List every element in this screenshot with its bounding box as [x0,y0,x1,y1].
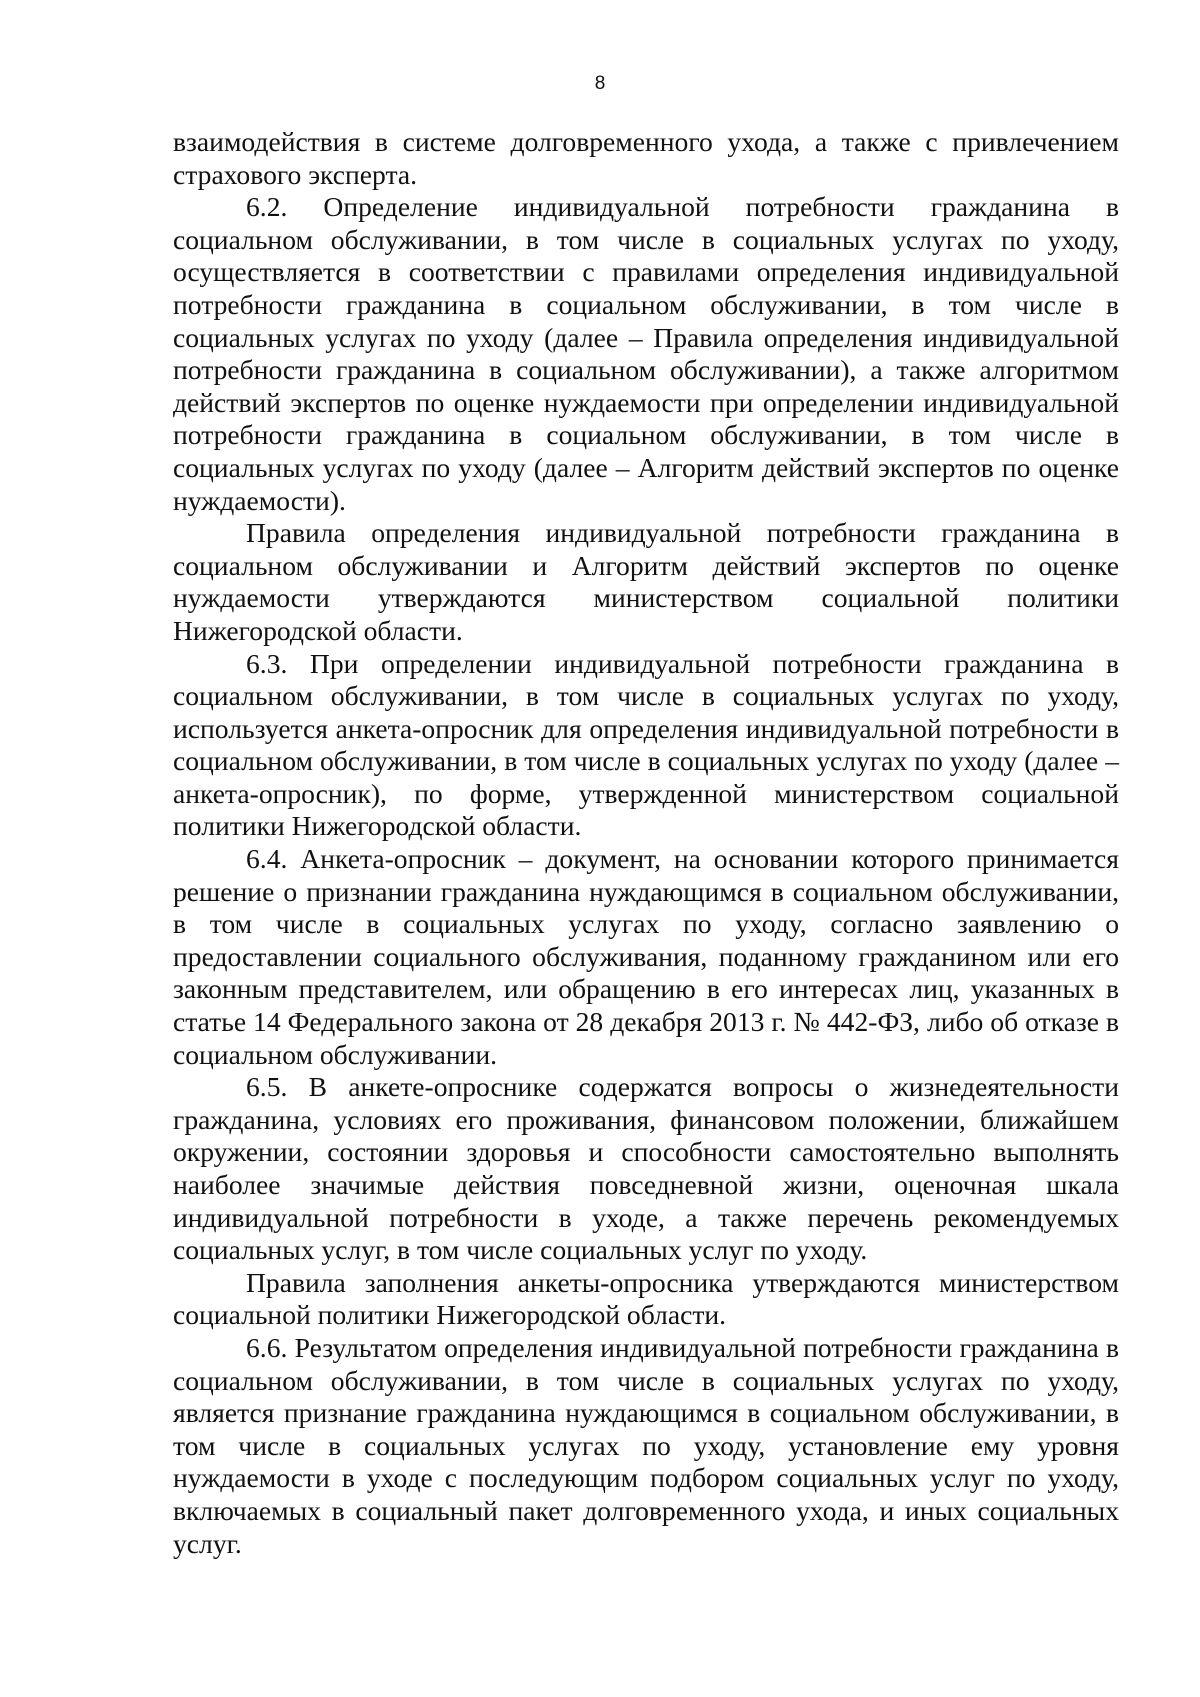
paragraph-6-5: 6.5. В анкете-опроснике содержатся вопросы о жизнедеятельности гражданина, условиях его проживания, финансовом положении, ближайшем окружении, состоянии здоровья и способности самостоятельно выполнять наиболее значимые действия повседневной жизни, оценочная шкала индивидуальной потребности в уходе, а также перечень рекомендуемых социальных услуг, в том числе социальных услуг по уходу. [173,1071,1119,1266]
paragraph-6-3: 6.3. При определении индивидуальной потребности гражданина в социальном обслуживании, в том числе в социальных услугах по уходу, используется анкета-опросник для определения индивидуальной потребности в социальном обслуживании, в том числе в социальных услугах по уходу (далее – анкета-опросник), по форме, утвержденной министерством социальной политики Нижегородской области. [173,647,1119,842]
document-body [173,126,1119,1560]
paragraph-questionnaire-rules: Правила заполнения анкеты-опросника утверждаются министерством социальной политики Нижегородской области. [173,1266,1119,1331]
paragraph-continuation: взаимодействия в системе долговременного ухода, а также с привлечением страхового эксперта. [173,126,1119,190]
paragraph-6-2: 6.2. Определение индивидуальной потребности гражданина в социальном обслуживании, в том числе в социальных услугах по уходу, осуществляется в соответствии с правилами определения индивидуальной потребности гражданина в социальном обслуживании, в том числе в социальных услугах по уходу (далее – Правила определения индивидуальной потребности гражданина в социальном обслуживании), а также алгоритмом действий экспертов по оценке нуждаемости при определении индивидуальной потребности гражданина в социальном обслуживании, в том числе в социальных услугах по уходу (далее – Алгоритм действий экспертов по оценке нуждаемости). [173,191,1119,516]
paragraph-6-6: 6.6. Результатом определения индивидуальной потребности гражданина в социальном обслуживании, в том числе в социальных услугах по уходу, является признание гражданина нуждающимся в социальном обслуживании, в том числе в социальных услугах по уходу, установление ему уровня нуждаемости в уходе с последующим подбором социальных услуг по уходу, включаемых в социальный пакет долговременного ухода, и иных социальных услуг. [173,1331,1119,1559]
paragraph-rules-approval: Правила определения индивидуальной потребности гражданина в социальном обслуживании и Алгоритм действий экспертов по оценке нуждаемости утверждаются министерством социальной политики Нижегородской области. [173,517,1119,646]
paragraph-6-4: 6.4. Анкета-опросник – документ, на основании которого принимается решение о признании гражданина нуждающимся в социальном обслуживании, в том числе в социальных услугах по уходу, согласно заявлению о предоставлении социального обслуживания, поданному гражданином или его законным представителем, или обращению в его интересах лиц, указанных в статье 14 Федерального закона от 28 декабря 2013 г. № 442-ФЗ, либо об отказе в социальном обслуживании. [173,843,1119,1070]
page-number: 8 [594,73,606,94]
